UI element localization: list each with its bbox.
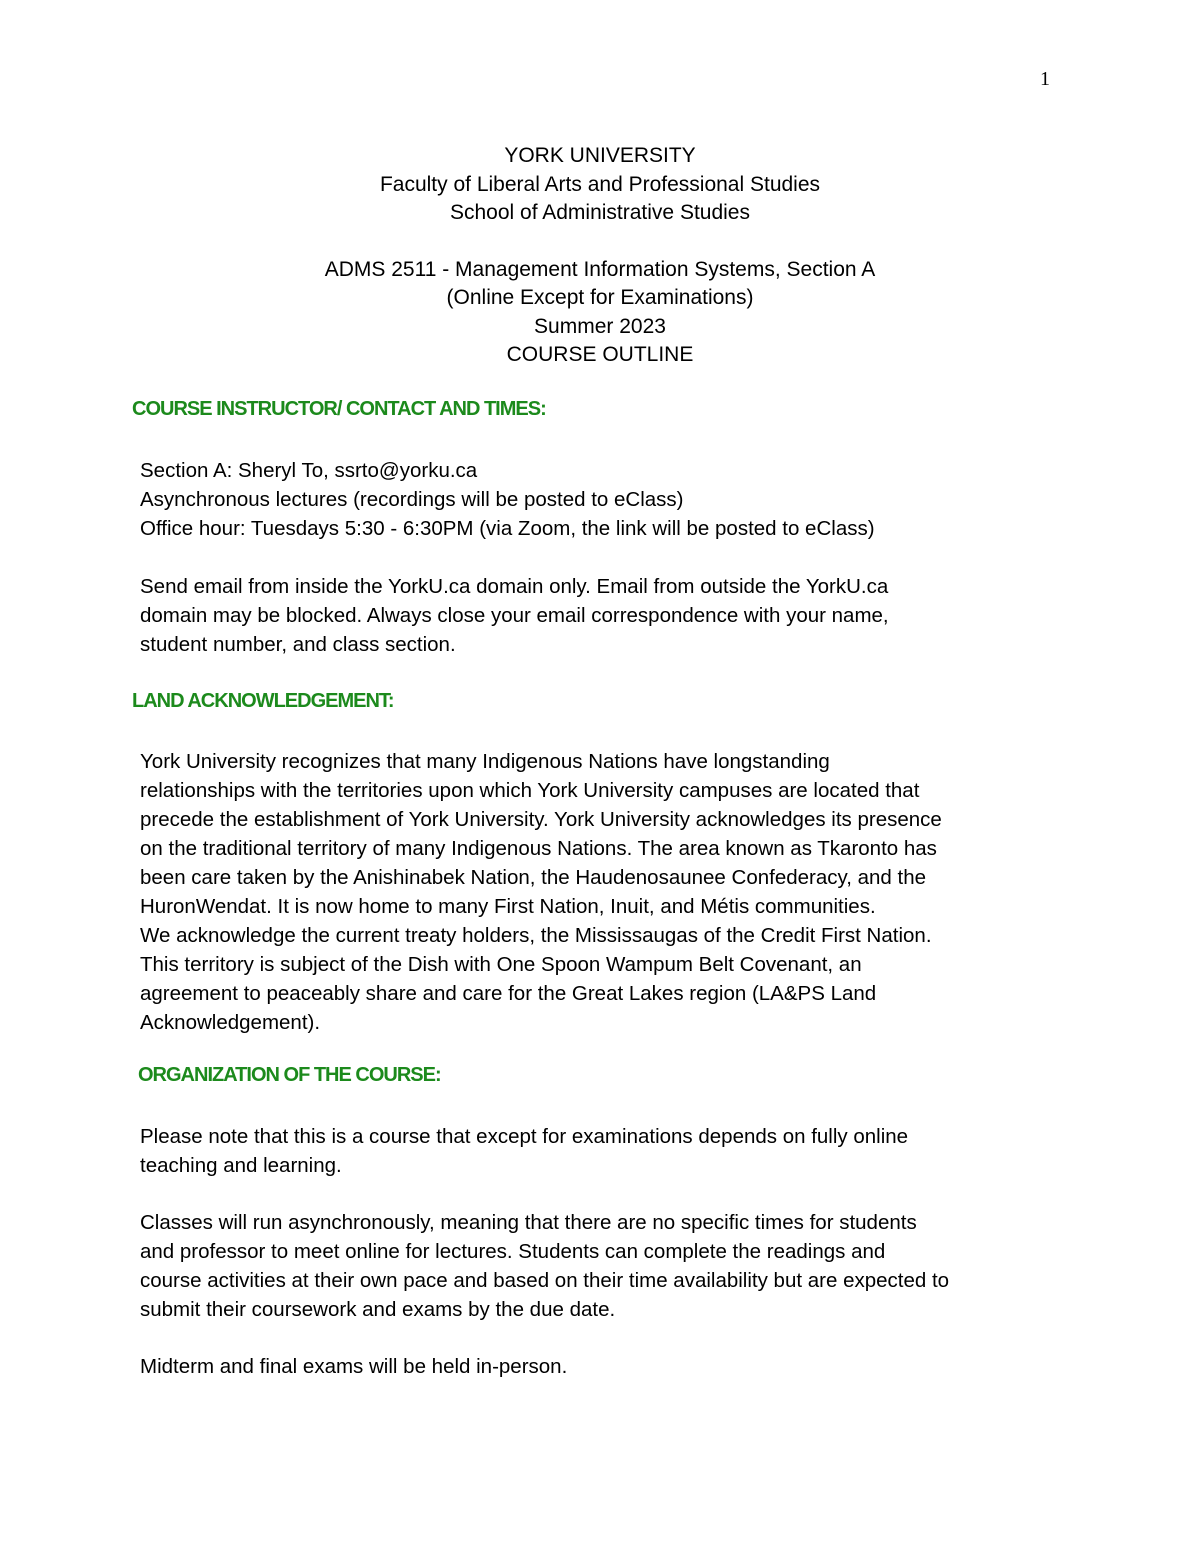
land-acknowledgement-text [140, 747, 942, 1037]
instructor-line: Asynchronous lectures (recordings will be posted to eClass) [140, 488, 684, 511]
organization-heading: ORGANIZATION OF THE COURSE: [138, 1064, 441, 1086]
organization-line: Midterm and final exams will be held in-person. [140, 1355, 568, 1378]
land-line: on the traditional territory of many Indigenous Nations. The area known as Tkaronto has [140, 837, 937, 860]
organization-line: Classes will run asynchronously, meaning that there are no specific times for students [140, 1211, 917, 1234]
land-line: relationships with the territories upon which York University campuses are located that [140, 779, 920, 802]
email-note-line: domain may be blocked. Always close your email correspondence with your name, [140, 604, 889, 627]
instructor-heading: COURSE INSTRUCTOR/ CONTACT AND TIMES: [132, 398, 546, 420]
email-note-line: Send email from inside the YorkU.ca domain only. Email from outside the YorkU.ca [140, 575, 889, 598]
organization-para-2 [140, 1208, 949, 1324]
organization-line: and professor to meet online for lectures. Students can complete the readings and [140, 1240, 886, 1263]
document-type: COURSE OUTLINE [506, 343, 694, 366]
land-heading: LAND ACKNOWLEDGEMENT: [132, 690, 394, 712]
faculty-name: Faculty of Liberal Arts and Professional Studies [379, 172, 821, 196]
land-line: HuronWendat. It is now home to many First Nation, Inuit, and Métis communities. [140, 895, 876, 918]
land-line: precede the establishment of York University. York University acknowledges its presence [140, 808, 942, 831]
course-delivery: (Online Except for Examinations) [446, 286, 754, 309]
organization-para-3 [140, 1352, 567, 1381]
email-note-line: student number, and class section. [140, 633, 456, 656]
organization-line: course activities at their own pace and based on their time availability but are expected to [140, 1269, 950, 1292]
organization-para-1 [140, 1122, 908, 1180]
land-line: York University recognizes that many Indigenous Nations have longstanding [140, 750, 830, 773]
instructor-line: Section A: Sheryl To, ssrto@yorku.ca [140, 459, 478, 482]
instructor-line: Office hour: Tuesdays 5:30 - 6:30PM (via Zoom, the link will be posted to eClass) [140, 517, 875, 540]
land-line: agreement to peaceably share and care for the Great Lakes region (LA&PS Land [140, 982, 877, 1005]
instructor-contact [140, 456, 875, 543]
document-header [0, 142, 1200, 370]
organization-line: submit their coursework and exams by the due date. [140, 1298, 616, 1321]
email-note [140, 572, 889, 659]
land-line: been care taken by the Anishinabek Nation, the Haudenosaunee Confederacy, and the [140, 866, 927, 889]
university-name: YORK UNIVERSITY [504, 144, 696, 167]
course-title: ADMS 2511 - Management Information Systems, Section A [324, 257, 876, 281]
land-line: Acknowledgement). [140, 1011, 321, 1034]
school-name: School of Administrative Studies [450, 201, 750, 224]
organization-line: teaching and learning. [140, 1154, 342, 1177]
organization-line: Please note that this is a course that except for examinations depends on fully online [140, 1125, 909, 1148]
page-number: 1 [1040, 68, 1050, 90]
land-line: We acknowledge the current treaty holders, the Mississaugas of the Credit First Nation. [140, 924, 932, 947]
land-line: This territory is subject of the Dish with One Spoon Wampum Belt Covenant, an [140, 953, 862, 976]
course-term: Summer 2023 [534, 314, 666, 338]
